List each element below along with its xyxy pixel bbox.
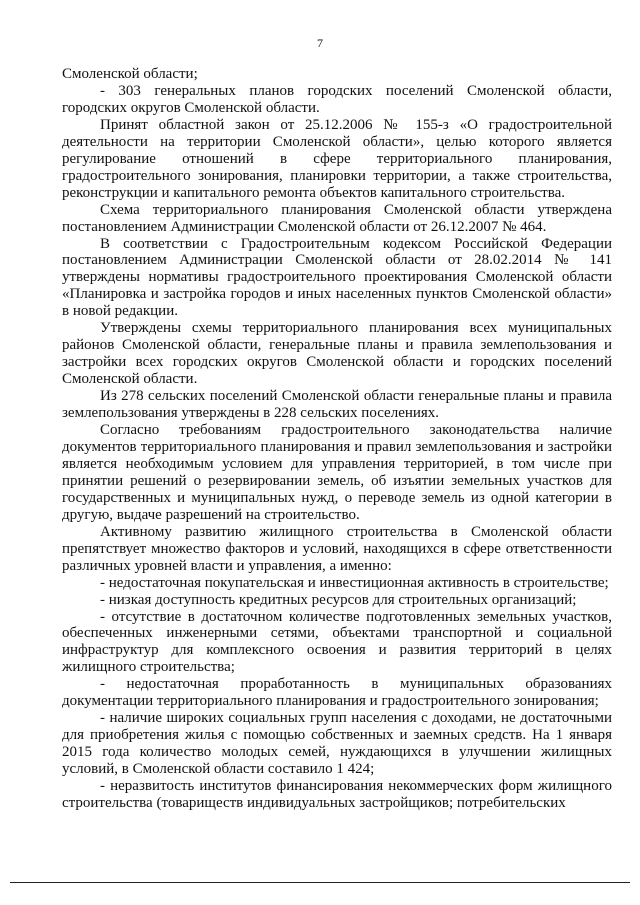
page-number: 7 (317, 36, 323, 50)
bottom-divider (10, 882, 630, 883)
paragraph-rural-settlements: Из 278 сельских поселений Смоленской области генеральные планы и правила землепользования утверждены в 228 сельских поселениях. (62, 388, 612, 422)
paragraph-obstacles: Активному развитию жилищного строительства в Смоленской области препятствует множество факторов и условий, находящихся в сфере ответственности различных уровней власти и управления, а именно: (62, 523, 612, 574)
list-item-low-income-groups: - наличие широких социальных групп населения с доходами, не достаточными для приобретения жилья с помощью собственных и заемных средств. На 1 января 2015 года количество молодых семей, нуждающихся в улучшении жилищных условий, в Смоленской области составило 1 424; (62, 710, 612, 778)
paragraph-territorial-scheme: Схема территориального планирования Смоленской области утверждена постановлением Администрации Смоленской области от 26.12.2007 № 464. (62, 201, 612, 235)
paragraph-legal-requirements: Согласно требованиям градостроительного законодательства наличие документов территориального планирования и правил землепользования и застройки является необходимым условием для управления территорией, в том числе при принятии решений о резервировании земель, об изъятии земельных участков для государственных и муниципальных нужд, о переводе земель из одной категории в другую, выдаче разрешений на строительство. (62, 422, 612, 523)
list-item-financing-institutions: - неразвитость институтов финансирования некоммерческих форм жилищного строительства (товариществ индивидуальных застройщиков; потребительских (62, 778, 612, 811)
body-text (62, 66, 612, 812)
list-item-low-activity: - недостаточная покупательская и инвестиционная активность в строительстве; (100, 574, 609, 591)
paragraph-continuation: Смоленской области; (62, 66, 198, 82)
paragraph-regional-law: Принят областной закон от 25.12.2006 № 155-з «О градостроительной деятельности на территории Смоленской области», целью которого является регулирование отношений в сфере территориального планирования, градостроительного зонирования, планировки территории, а также строительства, реконструкции и капитального ремонта объектов капитального строительства. (62, 116, 612, 201)
list-item-land-plots: - отсутствие в достаточном количестве подготовленных земельных участков, обеспеченных инженерными сетями, объектами транспортной и социальной инфраструктур для комплексного освоения и развития территорий в целях жилищного строительства; (62, 608, 612, 676)
paragraph-approved-schemes: Утверждены схемы территориального планирования всех муниципальных районов Смоленской области, генеральные планы и правила землепользования и застройки всех городских округов Смоленской области и городских поселений Смоленской области. (62, 320, 612, 388)
paragraph-design-standards: В соответствии с Градостроительным кодексом Российской Федерации постановлением Администрации Смоленской области от 28.02.2014 № 141 утверждены нормативы градостроительного проектирования Смоленской области «Планировка и застройка городов и иных населенных пунктов Смоленской области» в новой редакции. (62, 235, 612, 320)
list-item-credit-availability: - низкая доступность кредитных ресурсов для строительных организаций; (100, 591, 577, 608)
list-item-planning-documentation: - недостаточная проработанность в муниципальных образованиях документации территориального планирования и градостроительного зонирования; (62, 676, 612, 710)
list-item-general-plans: - 303 генеральных планов городских поселений Смоленской области, городских округов Смоленской области. (62, 82, 612, 116)
